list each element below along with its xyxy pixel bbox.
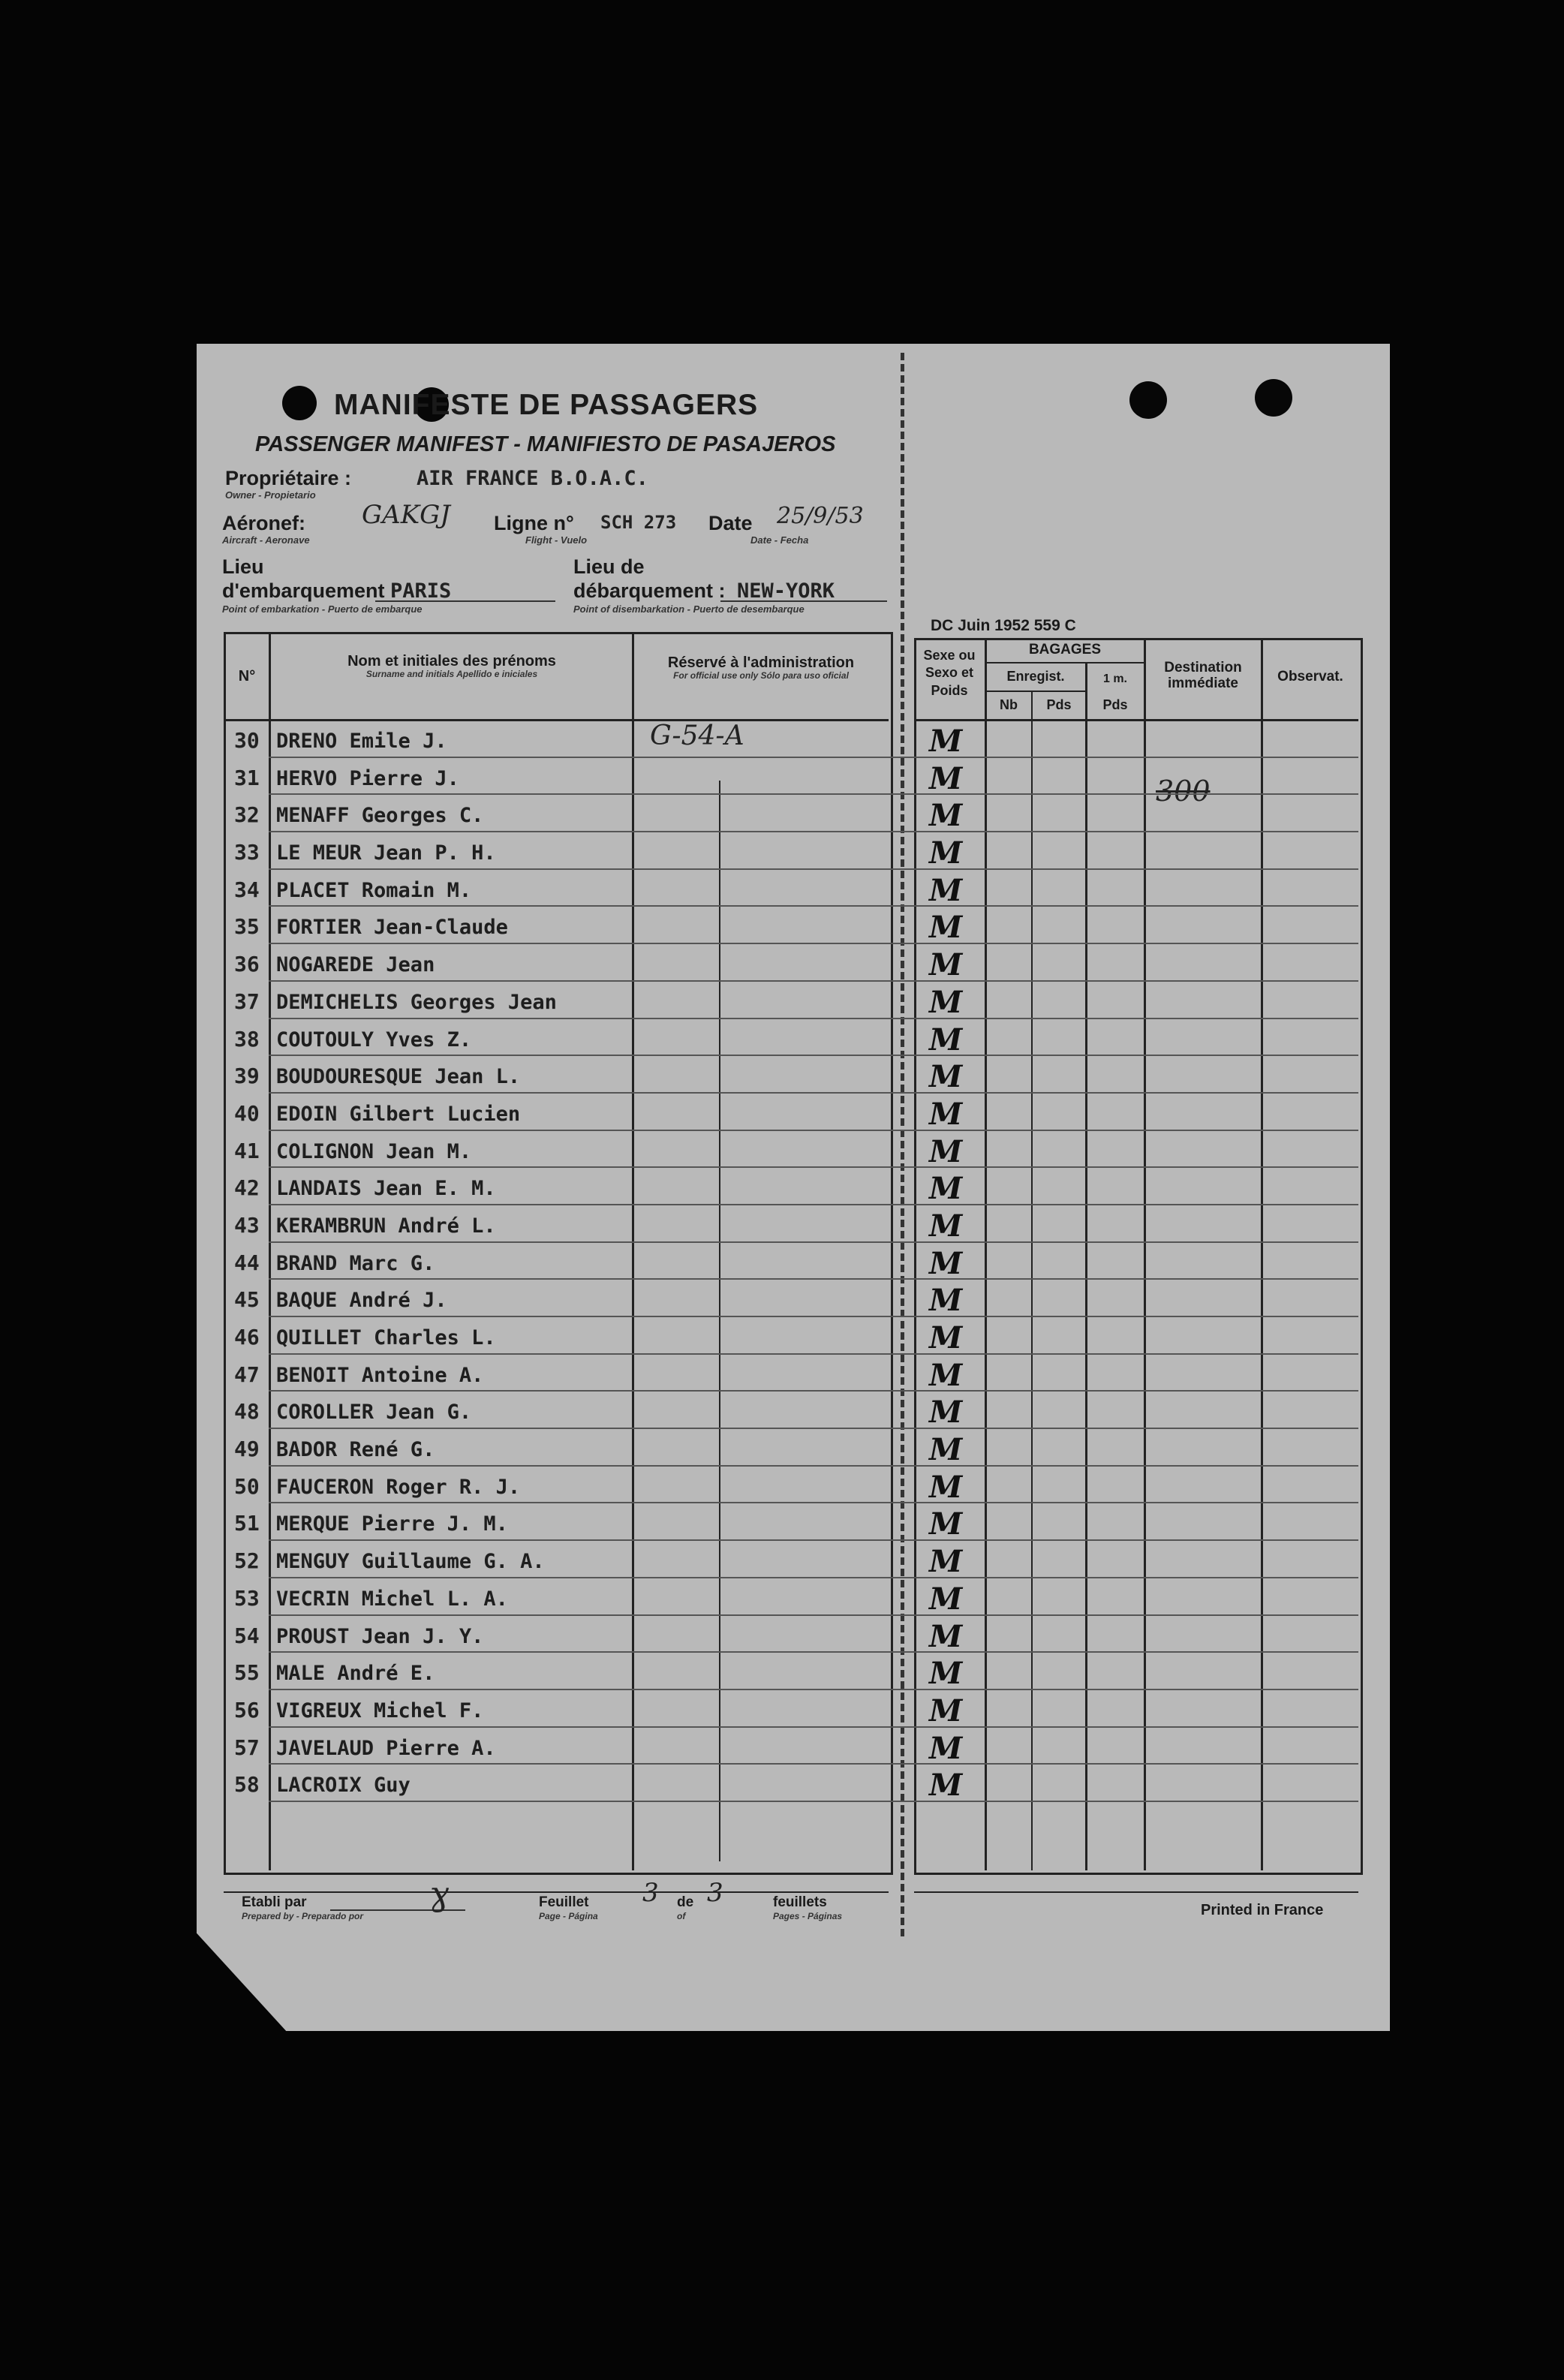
row-rule	[269, 980, 1358, 982]
date-sublabel: Date - Fecha	[750, 534, 809, 546]
embark-label-line1: Lieu	[222, 555, 264, 578]
passenger-sex: M	[929, 910, 963, 946]
row-rule	[269, 1092, 1358, 1094]
table-row	[224, 1169, 1358, 1207]
passenger-number: 37	[234, 988, 260, 1014]
passenger-sex: M	[929, 1506, 963, 1542]
passenger-number: 53	[234, 1585, 260, 1611]
disembark-sublabel: Point of disembarkation - Puerto de desembarque	[573, 603, 805, 615]
disembark-label-line2: débarquement :	[573, 579, 726, 602]
punch-hole	[1255, 379, 1292, 417]
passenger-sex: M	[929, 1581, 963, 1617]
table-row	[224, 1244, 1358, 1282]
row-rule	[269, 1502, 1358, 1503]
sheet-text: Feuillet	[539, 1894, 589, 1910]
passenger-number: 44	[234, 1250, 260, 1275]
passenger-sex: M	[929, 1618, 963, 1654]
sheets-sub: Pages - Páginas	[773, 1911, 843, 1921]
row-rule	[269, 1614, 1358, 1616]
table-row	[224, 1207, 1358, 1244]
table-row	[224, 1431, 1358, 1468]
passenger-sex: M	[929, 1469, 963, 1505]
passenger-sex: M	[929, 798, 963, 834]
passenger-number: 46	[234, 1325, 260, 1349]
passenger-name: BAQUE André J.	[276, 1289, 447, 1313]
row-rule	[269, 1539, 1358, 1541]
table-row	[224, 722, 1358, 760]
passenger-number: 41	[234, 1138, 260, 1163]
col-header-enregist: Enregist.	[1006, 669, 1065, 684]
row-rule	[269, 1465, 1358, 1467]
passenger-name: MERQUE Pierre J. M.	[276, 1512, 508, 1536]
form-code: DC Juin 1952 559 C	[931, 617, 1076, 634]
passenger-list	[224, 722, 1358, 1804]
passenger-name: BADOR René G.	[276, 1438, 435, 1462]
owner-value: AIR FRANCE B.O.A.C.	[417, 467, 648, 490]
col-header-admin-label: Réservé à l'administration	[667, 654, 855, 671]
passenger-number: 40	[234, 1100, 260, 1126]
row-rule	[269, 1763, 1358, 1765]
passenger-number: 31	[234, 765, 260, 790]
passenger-number: 39	[234, 1064, 260, 1089]
passenger-sex: M	[929, 947, 963, 983]
passenger-number: 55	[234, 1660, 260, 1686]
row-rule	[269, 1130, 1358, 1131]
passenger-number: 47	[234, 1362, 260, 1387]
printed-in-france: Printed in France	[1201, 1902, 1324, 1918]
passenger-sex: M	[929, 1656, 963, 1692]
passenger-name: COUTOULY Yves Z.	[276, 1028, 472, 1052]
table-row	[224, 1766, 1358, 1804]
passenger-sex: M	[929, 1096, 963, 1132]
row-rule	[269, 1801, 1358, 1802]
line-label: Ligne n°	[494, 512, 574, 534]
row-rule	[269, 905, 1358, 907]
row-rule	[269, 1651, 1358, 1653]
col-header-pds: Pds	[1046, 697, 1072, 712]
row-rule	[269, 1390, 1358, 1392]
passenger-name: PLACET Romain M.	[276, 878, 472, 902]
table-row	[224, 1319, 1358, 1356]
row-rule	[269, 943, 1358, 944]
passenger-sex: M	[929, 724, 963, 759]
passenger-sex: M	[929, 1283, 963, 1319]
of-label	[677, 1894, 693, 1921]
passenger-number: 51	[234, 1511, 260, 1536]
passenger-sex: M	[929, 1730, 963, 1766]
passenger-number: 52	[234, 1548, 260, 1574]
disembark-value: NEW-YORK	[737, 579, 835, 603]
destination-note: 300	[1156, 775, 1211, 808]
table-row	[224, 1468, 1358, 1506]
passenger-name: LE MEUR Jean P. H.	[276, 841, 496, 865]
passenger-number: 49	[234, 1437, 260, 1462]
passenger-number: 34	[234, 877, 260, 902]
passenger-name: BOUDOURESQUE Jean L.	[276, 1065, 521, 1089]
passenger-sex: M	[929, 1171, 963, 1207]
col-header-hand: 1 m.	[1102, 672, 1127, 685]
passenger-sex: M	[929, 1022, 963, 1058]
passenger-name: DRENO Emile J.	[276, 730, 447, 753]
prepared-by-label	[242, 1894, 363, 1921]
signature-mark: ɣ	[429, 1875, 450, 1913]
row-rule	[269, 1689, 1358, 1690]
passenger-name: FORTIER Jean-Claude	[276, 916, 508, 940]
punch-hole	[282, 386, 317, 420]
passenger-number: 58	[234, 1772, 260, 1798]
row-rule	[269, 868, 1358, 870]
row-rule	[269, 1166, 1358, 1168]
passenger-name: KERAMBRUN André L.	[276, 1214, 496, 1238]
table-row	[224, 1505, 1358, 1542]
row-rule	[269, 1204, 1358, 1205]
embark-sublabel: Point of embarkation - Puerto de embarque	[222, 603, 423, 615]
row-rule	[269, 831, 1358, 832]
aircraft-value: GAKGJ	[362, 500, 450, 530]
passenger-name: LANDAIS Jean E. M.	[276, 1177, 496, 1201]
table-row	[224, 1021, 1358, 1058]
sheets-text: feuillets	[773, 1894, 827, 1910]
passenger-name: HERVO Pierre J.	[276, 766, 459, 790]
col-header-nb: Nb	[1000, 697, 1018, 712]
passenger-name: MENGUY Guillaume G. A.	[276, 1550, 545, 1574]
table-row	[224, 760, 1358, 797]
of-text: de	[677, 1894, 694, 1910]
passenger-number: 33	[234, 840, 260, 865]
row-rule	[269, 1316, 1358, 1317]
passenger-sex: M	[929, 1544, 963, 1580]
table-row	[224, 1393, 1358, 1431]
passenger-sex: M	[929, 760, 963, 796]
col-header-sex: Sexe ou Sexo et Poids	[923, 648, 976, 698]
passenger-number: 50	[234, 1473, 260, 1499]
passenger-number: 57	[234, 1735, 260, 1760]
passenger-number: 43	[234, 1212, 260, 1238]
sheet-total: 3	[707, 1878, 723, 1908]
passenger-name: EDOIN Gilbert Lucien	[276, 1102, 521, 1126]
table-row	[224, 983, 1358, 1021]
passenger-number: 30	[234, 728, 260, 753]
row-rule	[269, 1577, 1358, 1578]
passenger-sex: M	[929, 984, 963, 1020]
table-row	[224, 1281, 1358, 1319]
sheet-number: 3	[642, 1878, 659, 1908]
passenger-number: 48	[234, 1399, 260, 1425]
passenger-name: BENOIT Antoine A.	[276, 1363, 484, 1387]
row-rule	[269, 757, 1358, 758]
row-rule	[269, 1055, 1358, 1056]
table-row	[224, 1654, 1358, 1692]
embark-value: PARIS	[390, 579, 452, 603]
table-row	[224, 1580, 1358, 1617]
of-sub: of	[677, 1911, 686, 1921]
disembark-label-line1: Lieu de	[573, 555, 645, 578]
col-header-no: N°	[238, 668, 256, 685]
passenger-sex: M	[929, 1357, 963, 1393]
sheets-label	[773, 1894, 842, 1921]
col-header-observ: Observat.	[1277, 669, 1343, 685]
passenger-sex: M	[929, 835, 963, 871]
passenger-name: VECRIN Michel L. A.	[276, 1587, 508, 1611]
owner-label: Propriétaire :	[225, 467, 352, 489]
table-row	[224, 1617, 1358, 1655]
passenger-number: 54	[234, 1623, 260, 1648]
table-row	[224, 1058, 1358, 1095]
passenger-number: 32	[234, 802, 260, 828]
table-row	[224, 1692, 1358, 1729]
passenger-sex: M	[929, 1768, 963, 1804]
table-row	[224, 796, 1358, 834]
passenger-number: 38	[234, 1026, 260, 1052]
row-rule	[269, 1428, 1358, 1429]
passenger-name: VIGREUX Michel F.	[276, 1698, 484, 1723]
passenger-name: FAUCERON Roger R. J.	[276, 1475, 521, 1499]
passenger-name: MALE André E.	[276, 1662, 435, 1686]
table-row	[224, 946, 1358, 983]
table-row	[224, 1133, 1358, 1170]
table-row	[224, 908, 1358, 946]
passenger-sex: M	[929, 1245, 963, 1281]
passenger-sex: M	[929, 1395, 963, 1431]
sheet-sub: Page - Página	[539, 1911, 598, 1921]
passenger-sex: M	[929, 872, 963, 908]
owner-sublabel: Owner - Propietario	[225, 489, 316, 501]
date-value: 25/9/53	[777, 503, 864, 529]
passenger-name: COROLLER Jean G.	[276, 1401, 472, 1425]
row-rule	[269, 1353, 1358, 1355]
passenger-sex: M	[929, 1320, 963, 1355]
col-header-name	[272, 653, 632, 679]
row-rule	[269, 793, 1358, 795]
page-subtitle: PASSENGER MANIFEST - MANIFIESTO DE PASAJEROS	[255, 432, 836, 456]
line-sublabel: Flight - Vuelo	[525, 534, 588, 546]
sheet-label	[539, 1894, 598, 1921]
passenger-sex: M	[929, 1208, 963, 1244]
passenger-sex: M	[929, 1133, 963, 1169]
passenger-name: NOGAREDE Jean	[276, 953, 435, 977]
passenger-name: MENAFF Georges C.	[276, 804, 484, 828]
passenger-number: 35	[234, 914, 260, 940]
table-row	[224, 1542, 1358, 1580]
passenger-name: LACROIX Guy	[276, 1774, 411, 1798]
passenger-number: 42	[234, 1175, 260, 1201]
passenger-name: QUILLET Charles L.	[276, 1326, 496, 1349]
passenger-name: BRAND Marc G.	[276, 1251, 435, 1275]
passenger-name: PROUST Jean J. Y.	[276, 1624, 484, 1648]
col-header-name-sub: Surname and initials Apellido e iniciales	[365, 669, 538, 679]
page-title: MANIFESTE DE PASSAGERS	[334, 389, 759, 421]
row-rule	[269, 1018, 1358, 1019]
col-header-name-label: Nom et initiales des prénoms	[347, 653, 556, 669]
admin-code: G-54-A	[650, 721, 744, 751]
col-header-admin-sub: For official use only Sólo para uso oficial	[673, 670, 849, 681]
prepared-by-text: Etabli par	[242, 1894, 307, 1910]
aircraft-label: Aéronef:	[222, 512, 306, 534]
aircraft-sublabel: Aircraft - Aeronave	[222, 534, 310, 546]
passenger-number: 36	[234, 952, 260, 977]
prepared-by-sub: Prepared by - Preparado por	[242, 1911, 364, 1921]
row-rule	[269, 1241, 1358, 1243]
passenger-sex: M	[929, 1692, 963, 1729]
col-header-destination: Destination immédiate	[1164, 660, 1242, 691]
col-header-bagages: BAGAGES	[1028, 642, 1102, 657]
table-row	[224, 871, 1358, 909]
date-label: Date	[708, 512, 753, 534]
passenger-name: COLIGNON Jean M.	[276, 1139, 472, 1163]
table-row	[224, 1729, 1358, 1767]
line-value: SCH 273	[600, 512, 677, 533]
table-row	[224, 1356, 1358, 1394]
col-header-admin	[635, 654, 887, 681]
passenger-number: 56	[234, 1697, 260, 1723]
passenger-name: JAVELAUD Pierre A.	[276, 1736, 496, 1760]
row-rule	[269, 1278, 1358, 1280]
passenger-name: DEMICHELIS Georges Jean	[276, 990, 557, 1014]
col-header-hand-pds: Pds	[1102, 697, 1128, 712]
embark-label-line2: d'embarquement :	[222, 579, 397, 602]
passenger-sex: M	[929, 1432, 963, 1468]
punch-hole	[1129, 381, 1167, 419]
passenger-sex: M	[929, 1059, 963, 1095]
passenger-number: 45	[234, 1287, 260, 1313]
row-rule	[269, 1726, 1358, 1728]
table-row	[224, 834, 1358, 871]
table-row	[224, 1095, 1358, 1133]
